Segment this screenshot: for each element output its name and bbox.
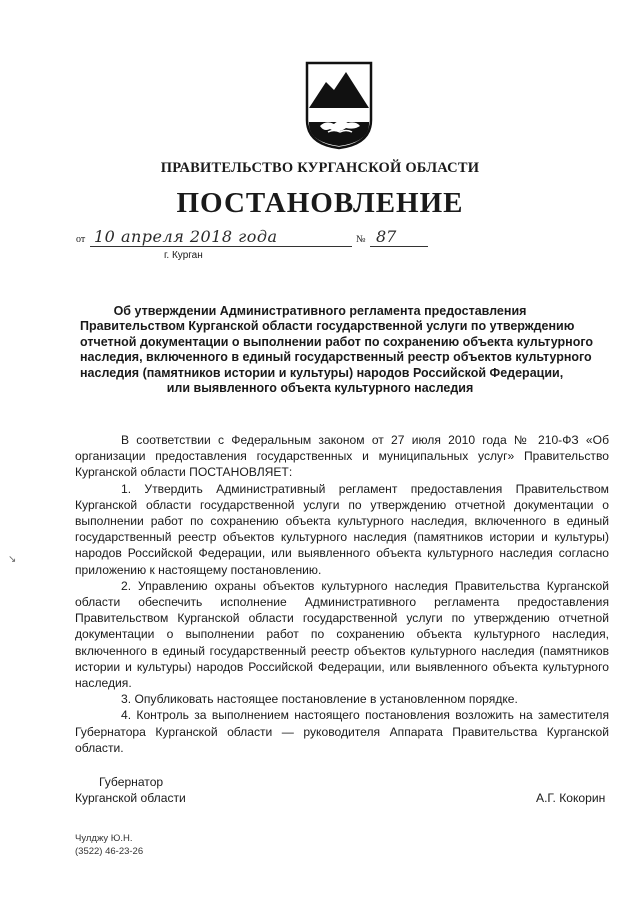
- signatory-title: [75, 774, 186, 806]
- document-type: ПОСТАНОВЛЕНИЕ: [176, 187, 464, 219]
- title-line: отчетной документации о выполнении работ по сохранению объекта культурного: [80, 334, 594, 349]
- title-line: или выявленного объекта культурного наследия: [166, 381, 474, 396]
- number-prefix: №: [356, 234, 366, 245]
- document-body: [75, 432, 609, 756]
- decree-item-4: 4. Контроль за выполнением настоящего постановления возложить на заместителя Губернатора Курганской области — руководителя Аппарата Правительства Курганской области.: [75, 708, 609, 755]
- signatory-title-line1: Губернатор: [99, 775, 164, 789]
- signatory-title-line2: Курганской области: [75, 791, 186, 805]
- date-prefix: от: [76, 234, 86, 245]
- document-number: 87: [370, 227, 428, 247]
- executor-phone: (3522) 46-23-26: [75, 846, 144, 857]
- title-line: Об утверждении Административного регламента предоставления: [113, 304, 527, 318]
- decree-item-2: 2. Управлению охраны объектов культурного наследия Правительства Курганской области обеспечить исполнение Административного регламента предоставления Правительством Курганской области государственной услуги по утверждению отчетной документации о выполнении работ по сохранению объекта культурного наследия, включенного в единый государственный реестр объектов культурного наследия (памятников истории и культуры) народов Российской Федерации, или выявленного объекта культурного наследия.: [75, 578, 609, 691]
- executor-info: [75, 832, 143, 858]
- kurgan-coat-of-arms-icon: [304, 60, 374, 150]
- organization-name: ПРАВИТЕЛЬСТВО КУРГАНСКОЙ ОБЛАСТИ: [160, 160, 480, 176]
- title-line: наследия, включенного в единый государственный реестр объектов культурного: [80, 350, 592, 365]
- title-line: наследия (памятников истории и культуры) народов Российской Федерации,: [80, 365, 564, 380]
- document-title: [80, 304, 594, 396]
- executor-name: Чулджу Ю.Н.: [75, 833, 133, 844]
- margin-mark: ↘: [8, 554, 17, 565]
- document-city: г. Курган: [164, 250, 203, 261]
- title-line: Правительством Курганской области государственной услуги по утверждению: [80, 319, 575, 334]
- document-requisites: [76, 228, 476, 268]
- document-date: 10 апреля 2018 года: [90, 227, 352, 247]
- signatory-name: А.Г. Кокорин: [536, 791, 606, 805]
- decree-item-3: 3. Опубликовать настоящее постановление в установленном порядке.: [121, 692, 518, 707]
- preamble-paragraph: В соответствии с Федеральным законом от 27 июля 2010 года № 210-ФЗ «Об организации предоставления государственных и муниципальных услуг» Правительство Курганской области ПОСТАНОВЛЯЕТ:: [75, 433, 609, 480]
- decree-item-1: 1. Утвердить Административный регламент предоставления Правительством Курганской области государственной услуги по утверждению отчетной документации о выполнении работ по сохранению объекта культурного наследия, включенного в единый государственный реестр объектов культурного наследия (памятников истории и культуры) народов Российской Федерации, или выявленного объекта культурного наследия согласно приложению к настоящему постановлению.: [75, 481, 609, 577]
